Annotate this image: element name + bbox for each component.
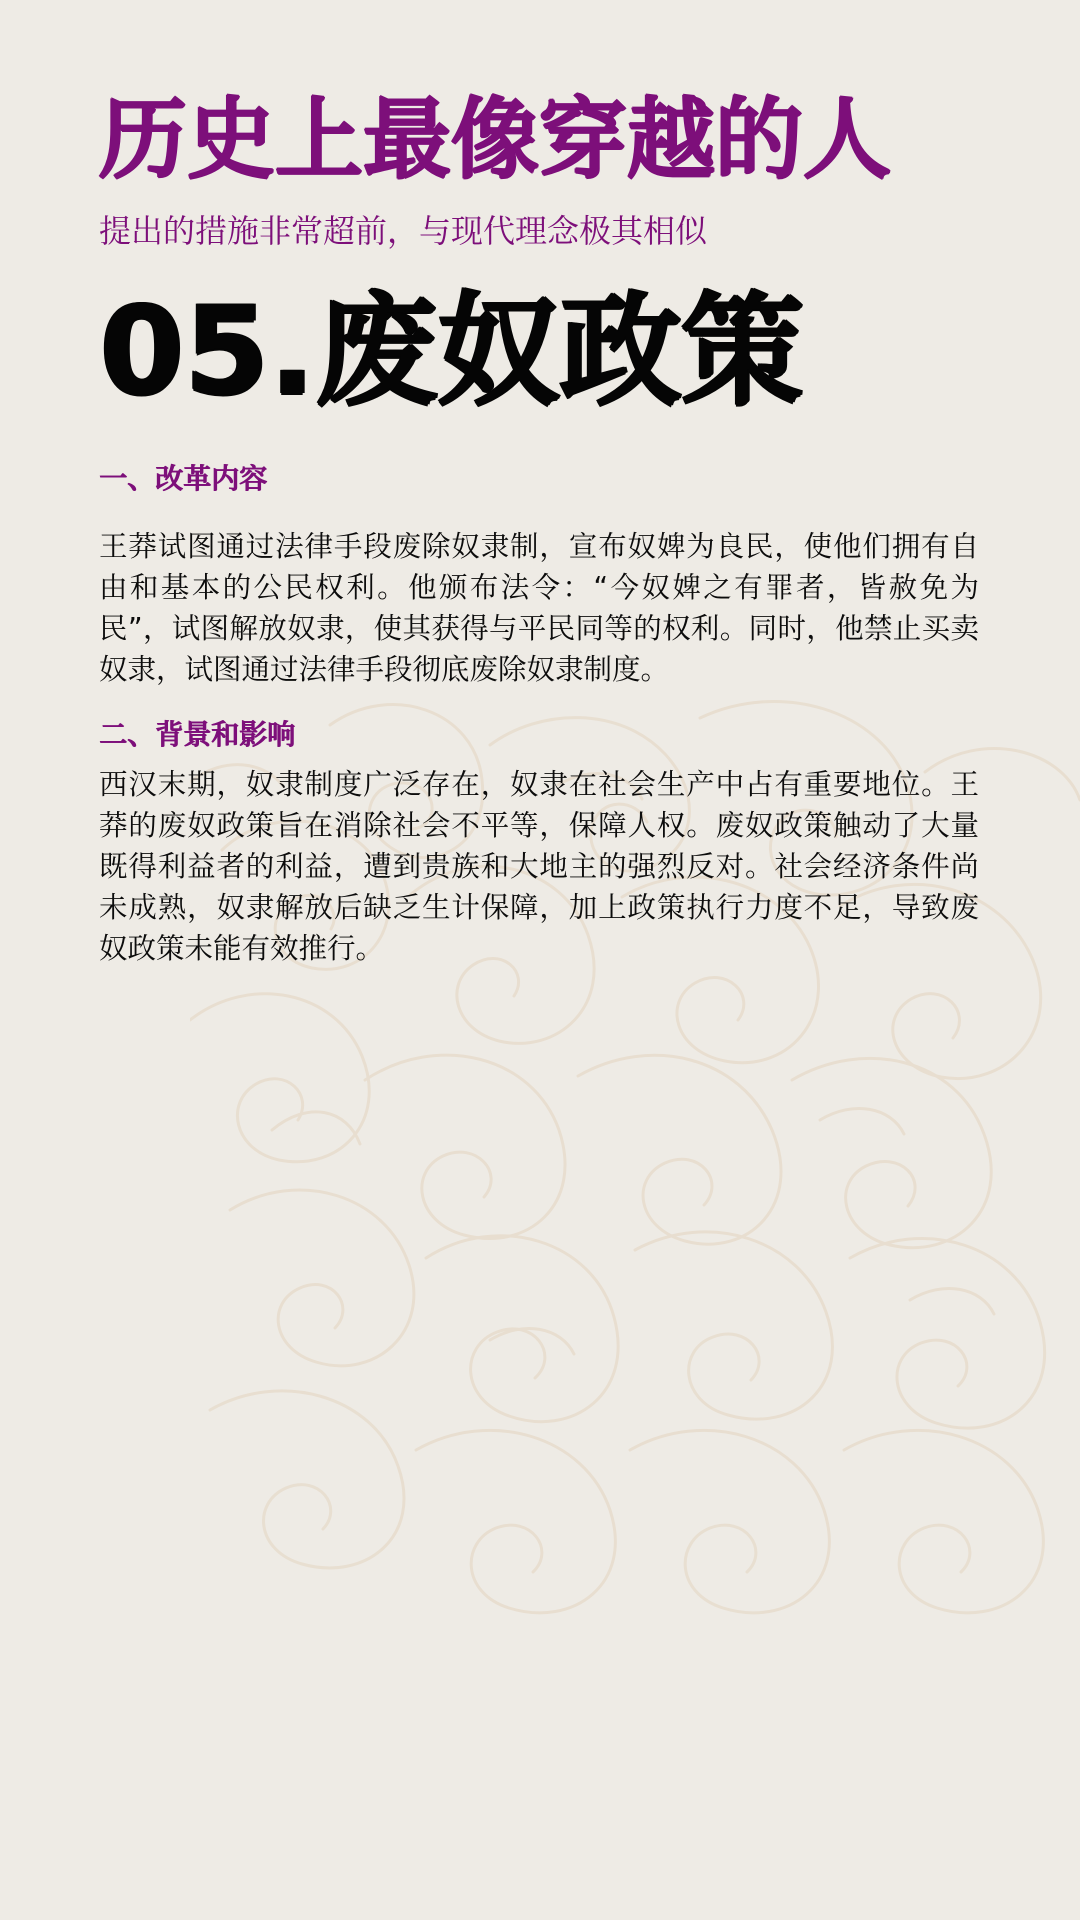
background-impact-heading: 二、背景和影响 bbox=[99, 718, 296, 751]
background-impact-paragraph: 西汉末期，奴隶制度广泛存在，奴隶在社会生产中占有重要地位。王莽的废奴政策旨在消除社会不平等，保障人权。废奴政策触动了大量既得利益者的利益，遭到贵族和大地主的强烈反对。社会经济条件尚未成熟，奴隶解放后缺乏生计保障，加上政策执行力度不足，导致废奴政策未能有效推行。 bbox=[99, 768, 979, 965]
reform-content-paragraph: 王莽试图通过法律手段废除奴隶制，宣布奴婢为良民，使他们拥有自由和基本的公民权利。他颁布法令：“今奴婢之有罪者，皆赦免为民”，试图解放奴隶，使其获得与平民同等的权利。同时，他禁止买卖奴隶，试图通过法律手段彻底废除奴隶制度。 bbox=[99, 530, 979, 686]
section-title: 05.废奴政策 bbox=[99, 280, 804, 422]
subtitle: 提出的措施非常超前，与现代理念极其相似 bbox=[99, 212, 708, 250]
reform-content-heading: 一、改革内容 bbox=[99, 462, 268, 495]
main-title: 历史上最像穿越的人 bbox=[99, 88, 892, 191]
